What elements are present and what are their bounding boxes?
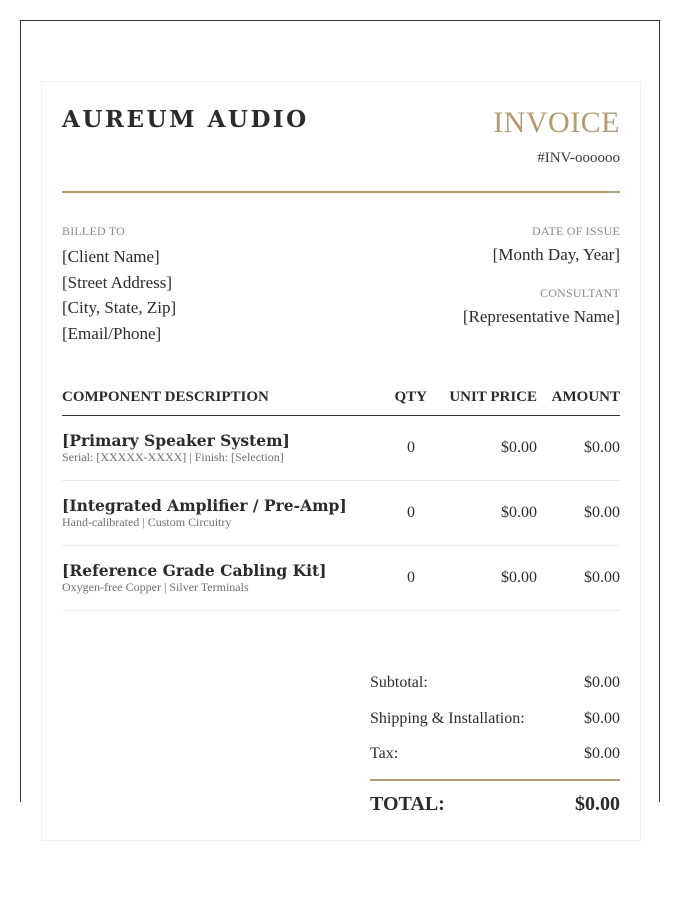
- date-label: DATE OF ISSUE: [532, 224, 620, 238]
- item-qty: 0: [407, 504, 415, 521]
- item-qty: 0: [407, 439, 415, 456]
- item-title: [Integrated Amplifier / Pre-Amp]: [62, 496, 347, 515]
- tax-row: [370, 743, 620, 779]
- invoice-sheet: [41, 81, 641, 841]
- item-title: [Reference Grade Cabling Kit]: [62, 561, 327, 580]
- table-row: [62, 481, 620, 546]
- brand-name: AUREUM AUDIO: [62, 106, 309, 133]
- totals-block: [370, 672, 620, 821]
- header-unit-price: UNIT PRICE: [449, 389, 537, 405]
- item-title: [Primary Speaker System]: [62, 431, 290, 450]
- total-value: $0.00: [575, 792, 620, 815]
- parties-section: [62, 193, 620, 373]
- subtotal-value: $0.00: [584, 674, 620, 691]
- page-frame: [20, 20, 660, 815]
- grand-total-row: [370, 779, 620, 821]
- item-detail: Serial: [XXXXX-XXXX] | Finish: [Selection]: [62, 450, 284, 464]
- item-amount: $0.00: [584, 504, 620, 521]
- tax-value: $0.00: [584, 745, 620, 762]
- city-state-zip: [City, State, Zip]: [62, 298, 177, 318]
- shipping-label: Shipping & Installation:: [370, 709, 525, 727]
- invoice-meta-block: [463, 224, 620, 327]
- invoice-number: #INV-oooooo: [537, 150, 620, 166]
- line-items-table: [62, 373, 620, 611]
- consultant-value: [Representative Name]: [462, 307, 620, 326]
- street-address: [Street Address]: [62, 272, 173, 292]
- header-amount: AMOUNT: [551, 389, 620, 405]
- date-value: [Month Day, Year]: [492, 245, 620, 264]
- item-amount: $0.00: [584, 439, 620, 456]
- client-name: [Client Name]: [62, 247, 160, 266]
- shipping-value: $0.00: [584, 709, 620, 727]
- item-unit-price: $0.00: [501, 504, 537, 521]
- item-unit-price: $0.00: [501, 439, 537, 456]
- invoice-title: INVOICE: [493, 106, 620, 139]
- item-detail: Oxygen-free Copper | Silver Terminals: [62, 580, 249, 594]
- tax-label: Tax:: [370, 745, 399, 762]
- billed-to-block: [62, 224, 176, 346]
- item-qty: 0: [407, 569, 415, 586]
- header-qty: QTY: [394, 389, 427, 405]
- email-phone: [Email/Phone]: [62, 323, 162, 343]
- table-row: [62, 546, 620, 611]
- total-label: TOTAL:: [370, 792, 445, 815]
- invoice-header: [62, 82, 620, 193]
- subtotal-row: [370, 672, 620, 708]
- item-amount: $0.00: [584, 569, 620, 586]
- header-description: COMPONENT DESCRIPTION: [62, 389, 269, 405]
- table-row: [62, 416, 620, 481]
- shipping-row: [370, 708, 620, 744]
- item-unit-price: $0.00: [501, 569, 537, 586]
- consultant-label: CONSULTANT: [540, 286, 620, 300]
- subtotal-label: Subtotal:: [370, 674, 428, 691]
- billed-to-label: BILLED TO: [62, 224, 126, 238]
- table-header: [62, 373, 620, 416]
- item-detail: Hand-calibrated | Custom Circuitry: [62, 515, 232, 529]
